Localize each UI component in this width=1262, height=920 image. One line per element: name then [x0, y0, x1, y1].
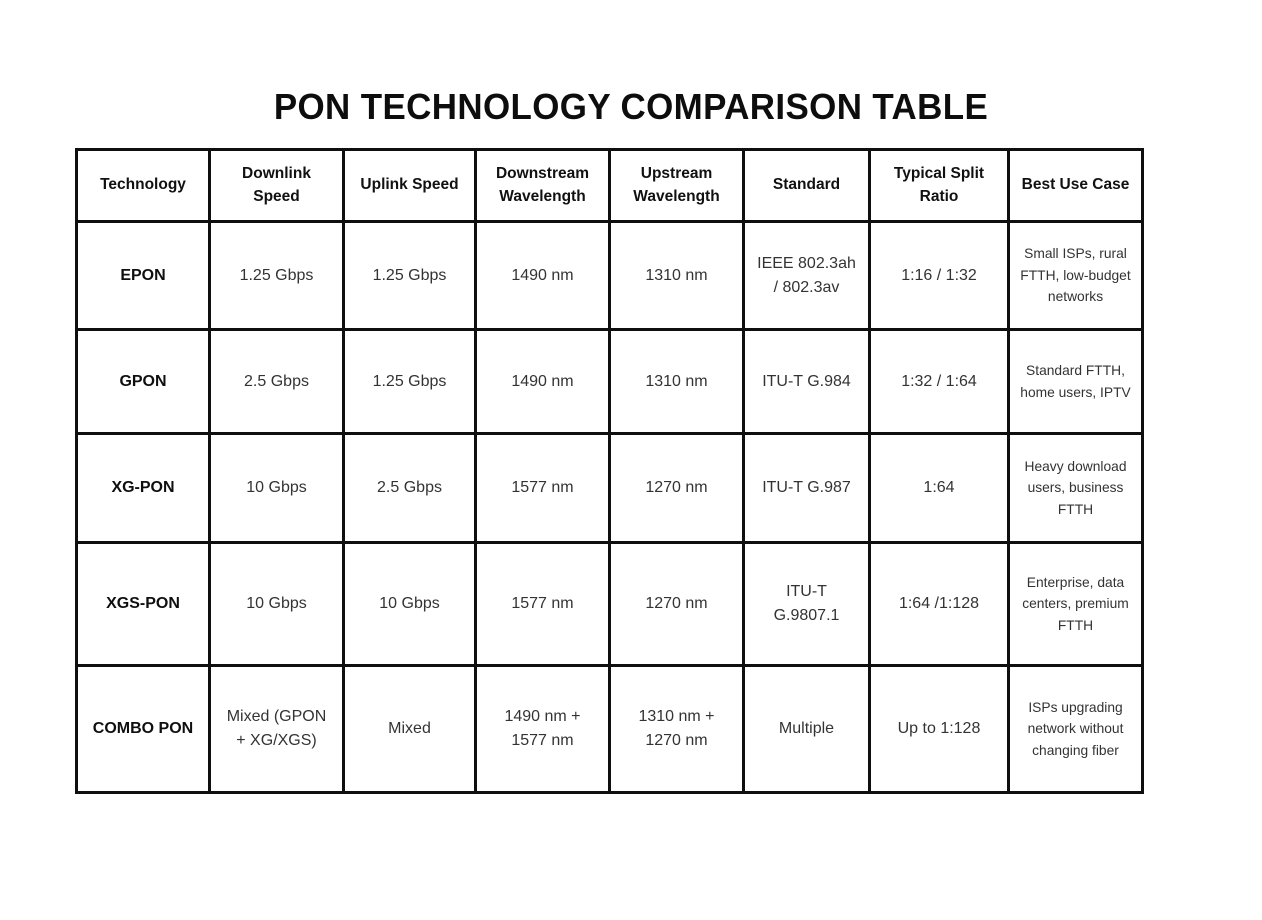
typical-split-ratio-cell: 1:64 /1:128 — [870, 543, 1009, 666]
table-row-epon — [77, 222, 1143, 330]
technology-cell: XGS-PON — [77, 543, 210, 666]
downlink-speed-cell: 10 Gbps — [210, 434, 344, 543]
downlink-speed-cell: 1.25 Gbps — [210, 222, 344, 330]
typical-split-ratio-cell: 1:32 / 1:64 — [870, 330, 1009, 434]
downstream-wavelength-cell: 1490 nm + 1577 nm — [476, 666, 610, 793]
upstream-wavelength-cell: 1270 nm — [610, 434, 744, 543]
downlink-speed-cell: Mixed (GPON + XG/XGS) — [210, 666, 344, 793]
downstream-wavelength-cell: 1577 nm — [476, 543, 610, 666]
best-use-case-cell: Heavy download users, business FTTH — [1009, 434, 1143, 543]
standard-cell: IEEE 802.3ah / 802.3av — [744, 222, 870, 330]
technology-cell: XG-PON — [77, 434, 210, 543]
uplink-speed-cell: 1.25 Gbps — [344, 222, 476, 330]
downlink-speed-cell: 10 Gbps — [210, 543, 344, 666]
column-header-downlink-speed: Downlink Speed — [210, 150, 344, 222]
downstream-wavelength-cell: 1490 nm — [476, 222, 610, 330]
column-header-downstream-wavelength: Downstream Wavelength — [476, 150, 610, 222]
typical-split-ratio-cell: 1:64 — [870, 434, 1009, 543]
table-row-xg-pon — [77, 434, 1143, 543]
upstream-wavelength-cell: 1310 nm — [610, 222, 744, 330]
downstream-wavelength-cell: 1490 nm — [476, 330, 610, 434]
column-header-upstream-wavelength: Upstream Wavelength — [610, 150, 744, 222]
uplink-speed-cell: Mixed — [344, 666, 476, 793]
table-container — [75, 148, 1144, 794]
table-row-gpon — [77, 330, 1143, 434]
column-header-standard: Standard — [744, 150, 870, 222]
upstream-wavelength-cell: 1270 nm — [610, 543, 744, 666]
uplink-speed-cell: 1.25 Gbps — [344, 330, 476, 434]
upstream-wavelength-cell: 1310 nm + 1270 nm — [610, 666, 744, 793]
best-use-case-cell: Small ISPs, rural FTTH, low-budget networks — [1009, 222, 1143, 330]
typical-split-ratio-cell: Up to 1:128 — [870, 666, 1009, 793]
table-row-xgs-pon — [77, 543, 1143, 666]
downlink-speed-cell: 2.5 Gbps — [210, 330, 344, 434]
uplink-speed-cell: 10 Gbps — [344, 543, 476, 666]
best-use-case-cell: Enterprise, data centers, premium FTTH — [1009, 543, 1143, 666]
downstream-wavelength-cell: 1577 nm — [476, 434, 610, 543]
uplink-speed-cell: 2.5 Gbps — [344, 434, 476, 543]
table-row-combo-pon — [77, 666, 1143, 793]
best-use-case-cell: Standard FTTH, home users, IPTV — [1009, 330, 1143, 434]
column-header-best-use-case: Best Use Case — [1009, 150, 1143, 222]
technology-cell: COMBO PON — [77, 666, 210, 793]
column-header-uplink-speed: Uplink Speed — [344, 150, 476, 222]
page-title: PON TECHNOLOGY COMPARISON TABLE — [273, 86, 989, 128]
table-header-row — [77, 150, 1143, 222]
best-use-case-cell: ISPs upgrading network without changing fiber — [1009, 666, 1143, 793]
typical-split-ratio-cell: 1:16 / 1:32 — [870, 222, 1009, 330]
standard-cell: ITU-T G.9807.1 — [744, 543, 870, 666]
upstream-wavelength-cell: 1310 nm — [610, 330, 744, 434]
technology-cell: GPON — [77, 330, 210, 434]
standard-cell: ITU-T G.987 — [744, 434, 870, 543]
technology-cell: EPON — [77, 222, 210, 330]
pon-comparison-table — [75, 148, 1144, 794]
standard-cell: Multiple — [744, 666, 870, 793]
standard-cell: ITU-T G.984 — [744, 330, 870, 434]
column-header-typical-split-ratio: Typical Split Ratio — [870, 150, 1009, 222]
column-header-technology: Technology — [77, 150, 210, 222]
